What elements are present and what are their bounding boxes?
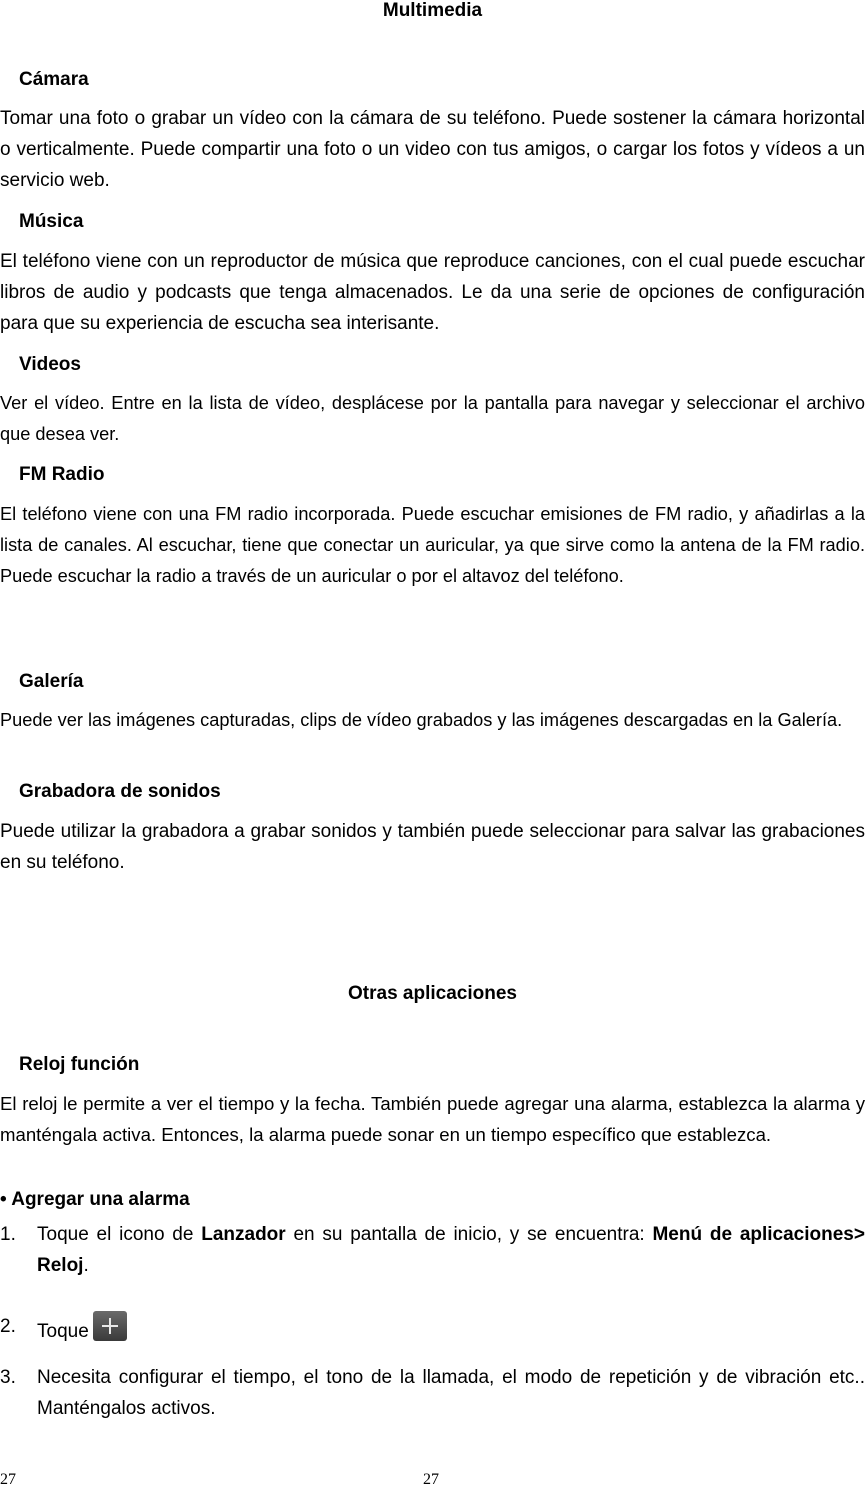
plus-icon (93, 1311, 127, 1341)
step-1-text-a: Toque el icono de (37, 1224, 202, 1245)
list-number-2: 2. (0, 1316, 16, 1337)
paragraph-grabadora: Puede utilizar la grabadora a grabar sonidos y también puede seleccionar para salvar las grabaciones en su teléfono. (0, 821, 865, 873)
list-item-step-3: Necesita configurar el tiempo, el tono de la llamada, el modo de repetición y de vibración etc.. Manténgalos activos. (37, 1367, 865, 1419)
heading-camara: Cámara (19, 69, 89, 90)
heading-fm-radio: FM Radio (19, 464, 105, 485)
page-title: Multimedia (382, 0, 483, 21)
step-1-text-b: en su pantalla de inicio, y se encuentra: (285, 1224, 653, 1245)
page-number-left: 27 (0, 1471, 16, 1488)
heading-grabadora: Grabadora de sonidos (19, 781, 221, 802)
paragraph-galeria: Puede ver las imágenes capturadas, clips de vídeo grabados y las imágenes descargadas en la Galería. (0, 710, 843, 730)
section-title-otras-aplicaciones: Otras aplicaciones (348, 983, 517, 1004)
step-1-bold-menu: Menú de aplicaciones> Reloj (37, 1224, 865, 1276)
list-item-step-2 (37, 1311, 865, 1347)
paragraph-fm-radio: El teléfono viene con una FM radio incorporada. Puede escuchar emisiones de FM radio, y añadirlas a la lista de canales. Al escuchar, tiene que conectar un auricular, ya que sirve como la antena de la FM radio. Puede escuchar la radio a través de un auricular o por el altavoz del teléfono. (0, 504, 865, 586)
heading-videos: Videos (19, 354, 81, 375)
list-number-1: 1. (0, 1224, 16, 1245)
paragraph-videos: Ver el vídeo. Entre en la lista de vídeo, desplácese por la pantalla para navegar y seleccionar el archivo que desea ver. (0, 393, 865, 444)
heading-galeria: Galería (19, 671, 84, 692)
list-item-step-1 (37, 1219, 865, 1281)
list-number-3: 3. (0, 1367, 16, 1388)
paragraph-musica: El teléfono viene con un reproductor de música que reproduce canciones, con el cual puede escuchar libros de audio y podcasts que tenga almacenados. Le da una serie de opciones de configuración para que su experiencia de escucha sea interisante. (0, 251, 865, 334)
step-1-text-c: . (83, 1255, 89, 1276)
heading-musica: Música (19, 211, 84, 232)
heading-reloj: Reloj función (19, 1054, 140, 1075)
page-number-center: 27 (423, 1471, 439, 1488)
paragraph-camara: Tomar una foto o grabar un vídeo con la cámara de su teléfono. Puede sostener la cámara horizontal o verticalmente. Puede compartir una foto o un video con tus amigos, o cargar los fotos y vídeos a un servicio web. (0, 108, 865, 191)
paragraph-reloj: El reloj le permite a ver el tiempo y la fecha. También puede agregar una alarma, establezca la alarma y manténgala activa. Entonces, la alarma puede sonar en un tiempo específico que establezca. (0, 1093, 865, 1145)
step-1-bold-lanzador: Lanzador (201, 1224, 286, 1245)
heading-agregar-alarma: • Agregar una alarma (0, 1189, 190, 1210)
step-2-text: Toque (37, 1321, 89, 1342)
